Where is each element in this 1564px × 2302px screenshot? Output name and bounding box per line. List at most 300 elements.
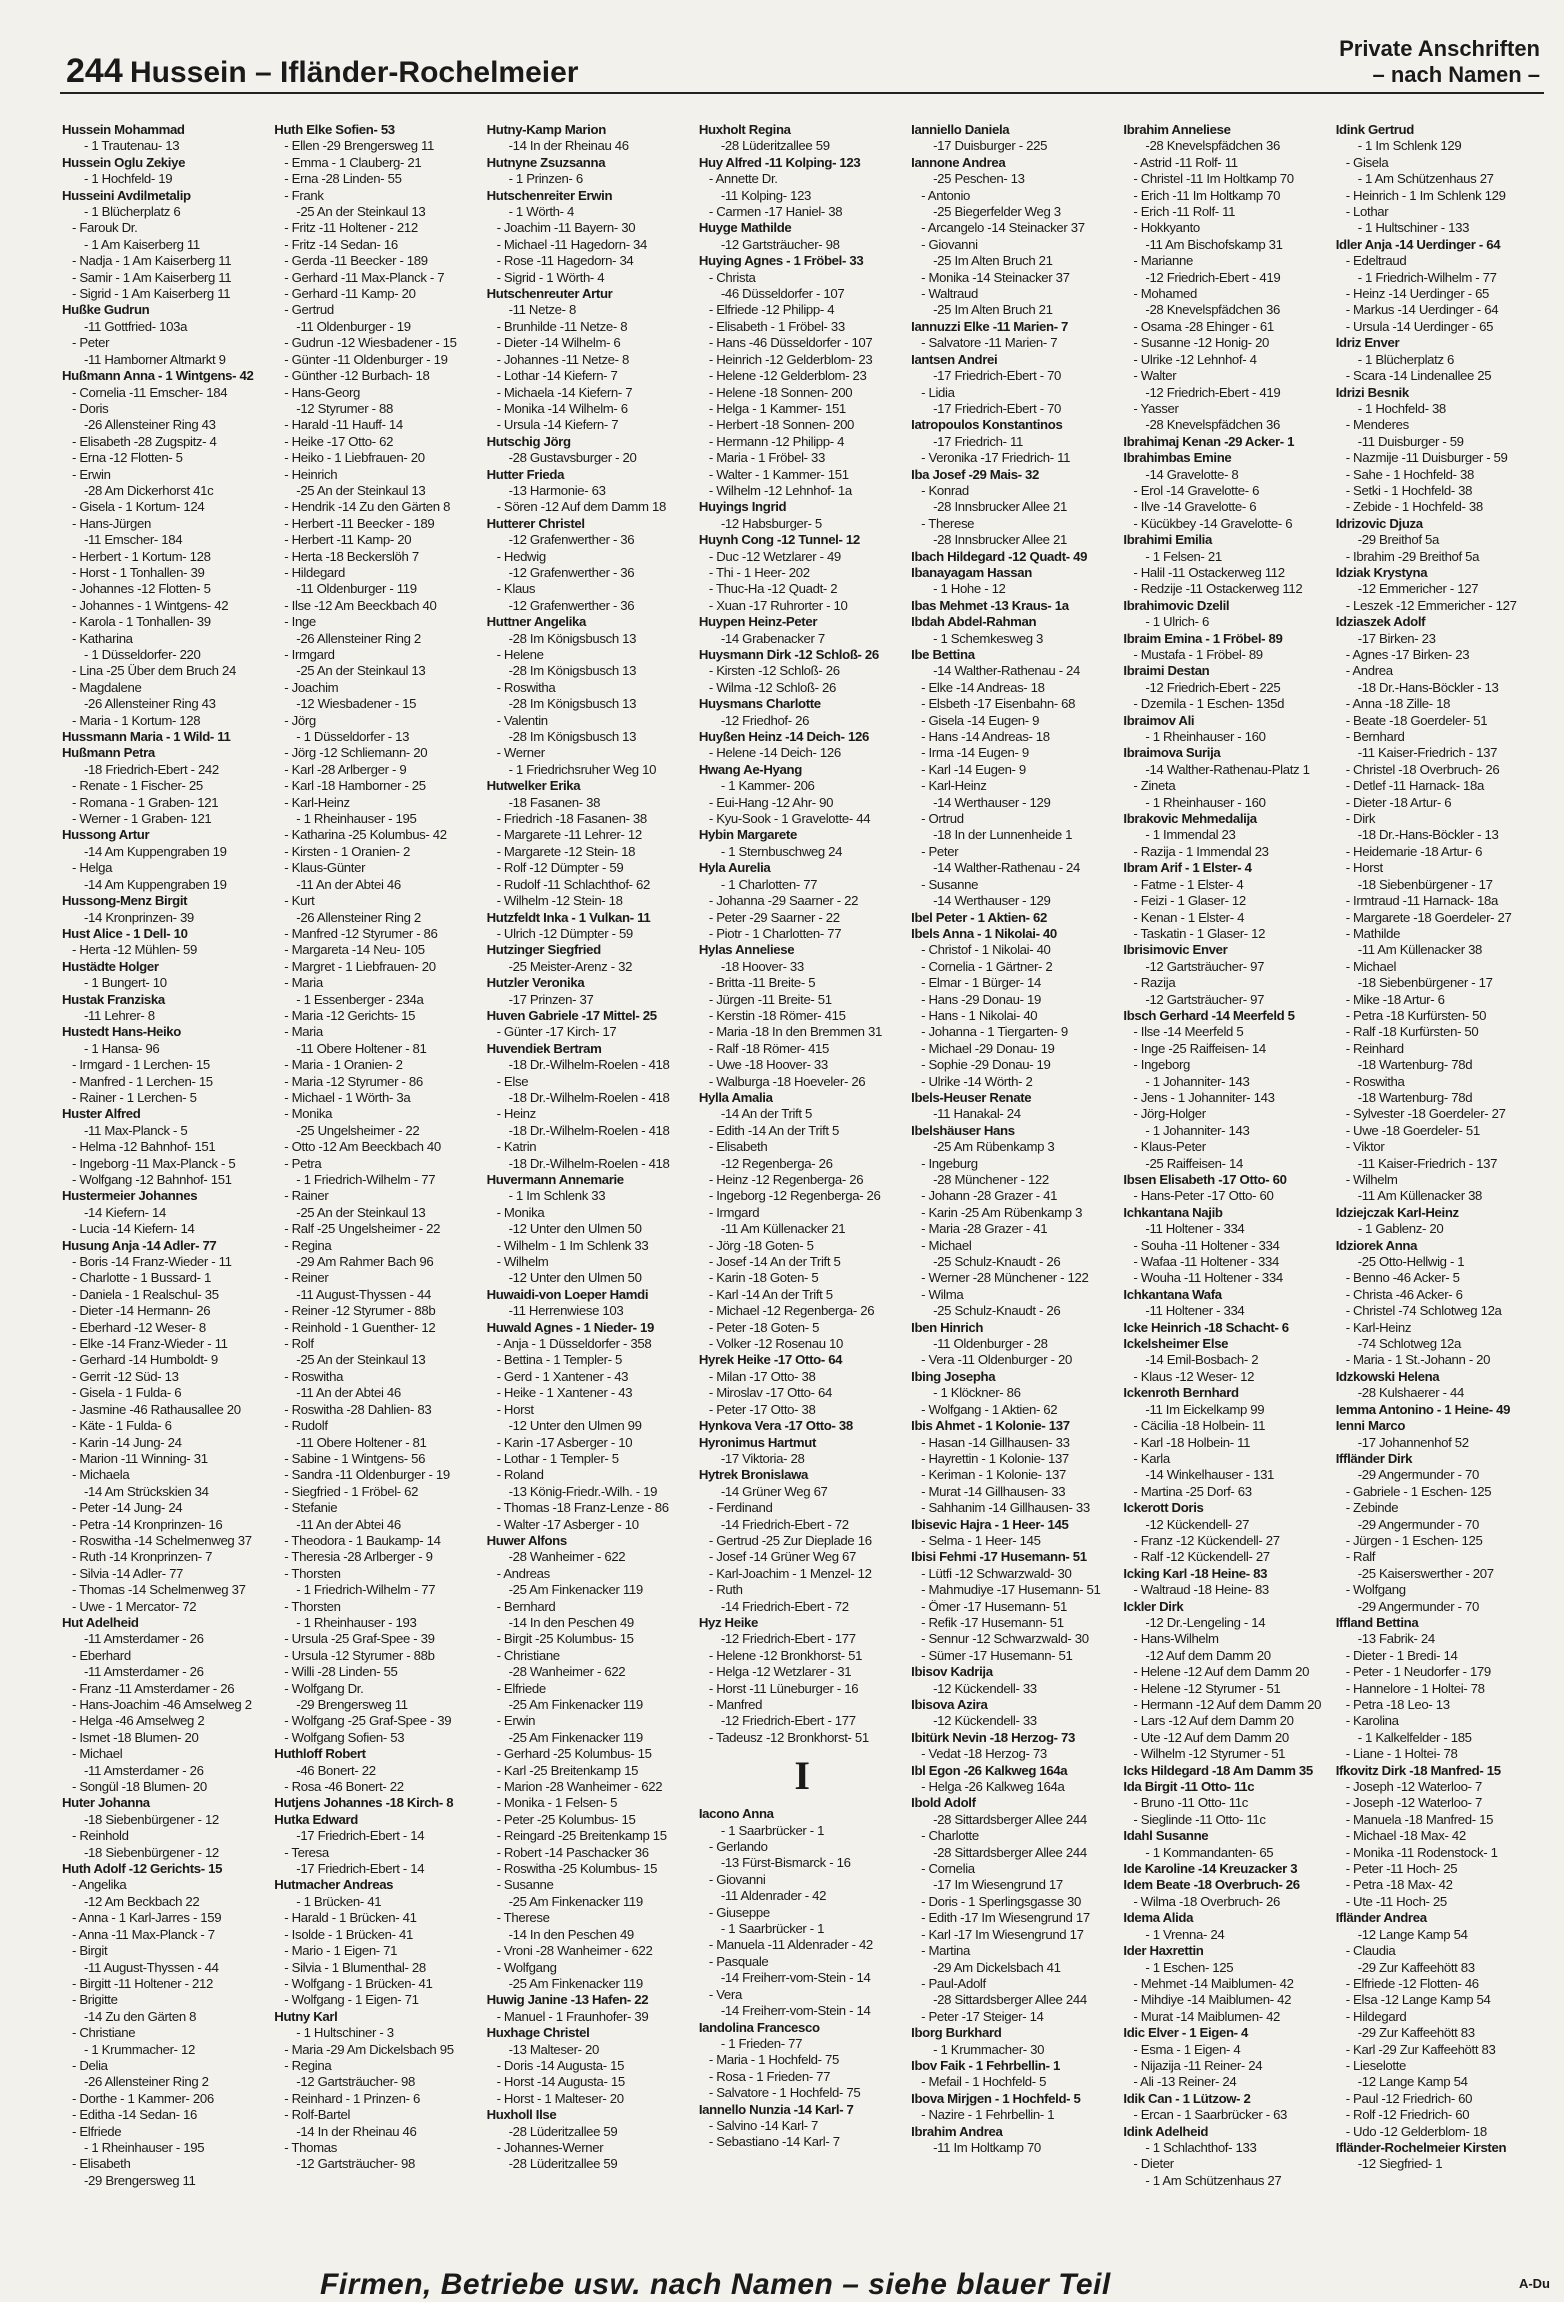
directory-entry: - Helene -12 Gelderblom- 23: [708, 368, 867, 384]
directory-entry: - Wouha -11 Holtener - 334: [1133, 1270, 1283, 1286]
directory-surname-entry: Ibanayagam Hassan: [911, 564, 1032, 580]
directory-entry: - Mathilde: [1345, 925, 1401, 941]
directory-entry: - Kirsten - 1 Oranien- 2: [284, 843, 411, 859]
directory-entry: - Petra -14 Kronprinzen- 16: [72, 1516, 223, 1532]
directory-address: -25 Kaiserswerther - 207: [1357, 1565, 1494, 1581]
directory-entry: - Marion -11 Winning- 31: [72, 1450, 208, 1466]
directory-entry: - Nadja - 1 Am Kaiserberg 11: [72, 253, 232, 269]
directory-entry: - Lütfi -12 Schwarzwald- 30: [921, 1565, 1072, 1581]
directory-surname-entry: Iacono Anna: [698, 1806, 774, 1822]
directory-entry: - Valentin: [496, 712, 548, 728]
directory-entry: - Mike -18 Artur- 6: [1345, 991, 1445, 1007]
directory-address: - 1 Düsseldorfer- 220: [84, 647, 201, 662]
directory-entry: - Maria -29 Am Dickelsbach 95: [284, 2041, 454, 2057]
directory-surname-entry: Huster Alfred: [62, 1106, 141, 1122]
directory-entry: - Theresia -28 Arlberger - 9: [284, 1549, 433, 1565]
directory-address: -14 Walther-Rathenau - 24: [933, 663, 1081, 679]
directory-entry: - Salvatore -11 Marien- 7: [921, 335, 1058, 351]
directory-address: -29 Angermunder - 70: [1357, 1598, 1479, 1614]
directory-address: -25 Am Finkenacker 119: [508, 1729, 643, 1745]
directory-entry: - Herbert -11 Beecker - 189: [284, 515, 435, 531]
directory-entry: - Dorthe - 1 Kammer- 206: [72, 2090, 214, 2106]
directory-address: - 1 Wörth- 4: [508, 204, 574, 220]
page-header: [0, 0, 1564, 92]
directory-entry: - Lieselotte: [1345, 2057, 1406, 2073]
directory-address: - 1 Rheinhauser - 195: [84, 2139, 205, 2155]
directory-entry: - Birgit -25 Kolumbus- 15: [496, 1631, 634, 1647]
directory-entry: - Ralf -18 Römer- 415: [708, 1040, 830, 1056]
directory-address: -18 Wartenburg- 78d: [1357, 1057, 1473, 1073]
directory-entry: - Ursula -14 Kiefern- 7: [496, 417, 619, 433]
directory-entry: - Hans - 1 Nikolai- 40: [921, 1007, 1038, 1023]
directory-surname-entry: Huthloff Robert: [274, 1746, 366, 1762]
directory-entry: - Elmar - 1 Bürger- 14: [921, 975, 1041, 991]
directory-entry: - Sieglinde -11 Otto- 11c: [1133, 1811, 1266, 1827]
directory-surname-entry: Ibel Peter - 1 Aktien- 62: [911, 909, 1047, 925]
directory-address: -11 Obere Holtener - 81: [296, 1040, 427, 1056]
directory-entry: - Herbert -11 Kamp- 20: [284, 532, 412, 548]
directory-entry: - Manuela -11 Aldenrader - 42: [708, 1937, 873, 1953]
directory-entry: - Setki - 1 Hochfeld- 38: [1345, 482, 1473, 498]
directory-address: -11 Holtener - 334: [1145, 1303, 1245, 1319]
directory-surname-entry: Hutka Edward: [274, 1811, 359, 1827]
directory-surname-entry: Idziejczak Karl-Heinz: [1335, 1204, 1459, 1220]
directory-entry: - Michael: [921, 1237, 972, 1253]
directory-entry: - Margarete -12 Stein- 18: [496, 843, 636, 859]
directory-entry: - Margret - 1 Liebfrauen- 20: [284, 958, 436, 974]
directory-entry: - Leszek -12 Emmericher - 127: [1345, 597, 1517, 613]
directory-address: -28 Lüderitzallee 59: [508, 2123, 618, 2139]
directory-entry: - Rolf: [284, 1336, 314, 1352]
directory-surname-entry: Ibisevic Hajra - 1 Heer- 145: [911, 1516, 1069, 1532]
directory-surname-entry: Idik Can - 1 Lützow- 2: [1123, 2090, 1251, 2106]
directory-address: -26 Allensteiner Ring 43: [84, 417, 216, 433]
directory-entry: - Ralf -25 Ungelsheimer - 22: [284, 1221, 441, 1237]
directory-entry: - Karin -18 Goten- 5: [708, 1270, 819, 1286]
directory-entry: - Maria: [284, 975, 323, 991]
directory-entry: - Roswitha: [1345, 1073, 1405, 1089]
directory-entry: - Mihdiye -14 Maiblumen- 42: [1133, 1992, 1292, 2008]
directory-entry: - Beate -18 Goerdeler- 51: [1345, 712, 1488, 728]
directory-address: -18 Siebenbürgener - 17: [1357, 876, 1493, 892]
directory-entry: - Klaus: [496, 581, 536, 597]
directory-entry: - Feizi - 1 Glaser- 12: [1133, 893, 1246, 909]
directory-entry: - Volker -12 Rosenau 10: [708, 1336, 844, 1352]
directory-surname-entry: Huven Gabriele -17 Mittel- 25: [486, 1007, 657, 1023]
directory-entry: - Benno -46 Acker- 5: [1345, 1270, 1460, 1286]
directory-entry: - Fritz -14 Sedan- 16: [284, 236, 398, 252]
directory-entry: - Ismet -18 Blumen- 20: [72, 1729, 199, 1745]
directory-address: -11 Kaiser-Friedrich - 137: [1357, 745, 1498, 761]
directory-entry: - Lars -12 Auf dem Damm 20: [1133, 1713, 1294, 1729]
directory-entry: - Udo -12 Gelderblom- 18: [1345, 2123, 1487, 2139]
directory-address: -11 Gottfried- 103a: [84, 318, 188, 334]
directory-entry: - Wilma: [921, 1286, 964, 1302]
directory-entry: - Katrin: [496, 1139, 537, 1155]
directory-address: -14 Friedrich-Ebert - 72: [720, 1598, 849, 1614]
directory-entry: - Brigitte: [72, 1992, 118, 2008]
directory-surname-entry: Hutschig Jörg: [486, 433, 571, 449]
directory-surname-entry: Ickler Dirk: [1123, 1598, 1184, 1614]
directory-entry: - Ute -11 Hoch- 25: [1345, 1893, 1447, 1909]
directory-surname-entry: Ibrahimbas Emine: [1123, 450, 1232, 466]
directory-entry: - Lothar - 1 Templer- 5: [496, 1450, 619, 1466]
directory-address: -26 Allensteiner Ring 2: [296, 909, 421, 925]
directory-column-4: [699, 122, 905, 2262]
directory-entry: - Helga -12 Wetzlarer - 31: [708, 1664, 852, 1680]
directory-surname-entry: Huysmann Dirk -12 Schloß- 26: [698, 647, 879, 662]
directory-address: - 1 Am Schützenhaus 27: [1145, 2172, 1282, 2188]
directory-address: -12 Lange Kamp 54: [1357, 1926, 1468, 1942]
directory-entry: - Boris -14 Franz-Wieder - 11: [72, 1254, 232, 1270]
directory-surname-entry: Iffländer Dirk: [1335, 1450, 1413, 1466]
directory-entry: - Astrid -11 Rolf- 11: [1133, 154, 1238, 170]
directory-entry: - Selma - 1 Heer- 145: [921, 1532, 1041, 1548]
section-letter: I: [794, 1753, 810, 1799]
directory-surname-entry: Icking Karl -18 Heine- 83: [1123, 1565, 1268, 1581]
directory-entry: - Josef -14 An der Trift 5: [708, 1254, 841, 1270]
directory-entry: - Herta -12 Mühlen- 59: [72, 942, 197, 958]
directory-surname-entry: Hutschenreuter Artur: [486, 286, 613, 302]
directory-entry: - Rudolf -11 Schlachthof- 62: [496, 876, 650, 892]
directory-address: -29 Brengersweg 11: [296, 1697, 408, 1712]
directory-entry: - Ercan - 1 Saarbrücker - 63: [1133, 2107, 1288, 2123]
directory-entry: - Thuc-Ha -12 Quadt- 2: [708, 581, 838, 597]
directory-entry: - Gerlando: [708, 1839, 768, 1855]
directory-entry: - Erol -14 Gravelotte- 6: [1133, 482, 1260, 498]
directory-entry: - Lina -25 Über dem Bruch 24: [72, 663, 236, 679]
directory-entry: - Otto -12 Am Beeckbach 40: [284, 1139, 441, 1155]
directory-entry: - Martina: [921, 1943, 971, 1959]
directory-entry: - Elsbeth -17 Eisenbahn- 68: [921, 696, 1076, 712]
directory-entry: - Pasquale: [708, 1953, 769, 1969]
directory-entry: - Elsa -12 Lange Kamp 54: [1345, 1992, 1491, 2008]
directory-entry: - Gerhard -11 Kamp- 20: [284, 286, 416, 302]
directory-entry: - Johannes -11 Netze- 8: [496, 351, 630, 367]
directory-entry: - Vera: [708, 1986, 742, 2002]
directory-address: -25 Schulz-Knaudt - 26: [933, 1303, 1061, 1319]
directory-entry: - Christel -11 Im Holtkamp 70: [1133, 171, 1294, 187]
directory-entry: - Charlotte - 1 Bussard- 1: [72, 1270, 211, 1286]
directory-surname-entry: Ibrahim Andrea: [911, 2123, 1003, 2139]
directory-address: -18 Siebenbürgener - 12: [84, 1811, 219, 1827]
directory-entry: - Razija: [1133, 975, 1176, 991]
directory-address: -12 Unter den Ulmen 99: [508, 1418, 642, 1434]
directory-address: - 1 Gablenz- 20: [1357, 1221, 1444, 1237]
directory-address: -11 An der Abtei 46: [296, 876, 401, 892]
directory-address: -12 Styrumer - 88: [296, 400, 393, 416]
directory-address: -14 Zu den Gärten 8: [84, 2008, 197, 2024]
directory-address: -12 Friedrich-Ebert - 177: [720, 1713, 856, 1729]
directory-surname-entry: Ianniello Daniela: [911, 122, 1010, 137]
directory-entry: - Giovanni: [708, 1871, 766, 1887]
directory-entry: - Klaus-Günter: [284, 860, 366, 876]
directory-surname-entry: Ibels-Heuser Renate: [911, 1089, 1032, 1105]
directory-entry: - Josef -14 Grüner Weg 67: [708, 1549, 856, 1565]
directory-address: -14 Am Kuppengraben 19: [84, 843, 227, 859]
directory-address: - 1 Am Kaiserberg 11: [84, 236, 200, 252]
directory-entry: - Gisela - 1 Kortum- 124: [72, 499, 205, 515]
directory-entry: - Wolfgang - 1 Brücken- 41: [284, 1975, 433, 1991]
directory-entry: - Cornelia - 1 Gärtner- 2: [921, 958, 1053, 974]
directory-address: -12 Unter den Ulmen 50: [508, 1221, 642, 1237]
running-title: Hussein – Ifländer-Rochelmeier: [130, 56, 579, 89]
directory-column-7: [1336, 122, 1542, 2262]
directory-entry: - Erwin: [496, 1713, 536, 1729]
directory-surname-entry: Huwaidi-von Loeper Hamdi: [486, 1286, 649, 1302]
directory-address: -12 Wiesbadener - 15: [296, 696, 417, 712]
directory-address: -46 Düsseldorfer - 107: [720, 286, 845, 302]
directory-entry: - Hokkyanto: [1133, 220, 1200, 236]
directory-entry: - Irmgard: [708, 1204, 760, 1220]
directory-entry: - Manfred: [708, 1697, 763, 1712]
directory-entry: - Jens - 1 Johanniter- 143: [1133, 1089, 1275, 1105]
directory-entry: - Magdalene: [72, 679, 142, 695]
directory-entry: - Margareta -14 Neu- 105: [284, 942, 425, 958]
directory-address: -11 Am Küllenacker 21: [720, 1221, 846, 1237]
directory-entry: - Piotr - 1 Charlotten- 77: [708, 925, 842, 941]
directory-address: -28 Knevelspfädchen 36: [1145, 138, 1280, 154]
directory-entry: - Susanne: [921, 876, 979, 892]
directory-column-3: [487, 122, 693, 2262]
directory-entry: - Katharina -25 Kolumbus- 42: [284, 827, 447, 843]
directory-entry: - Reinhold - 1 Guenther- 12: [284, 1319, 436, 1335]
directory-entry: - Delia: [72, 2057, 108, 2073]
directory-address: - 1 Im Schlenk 33: [508, 1188, 606, 1204]
directory-entry: - Wolfgang - 1 Eigen- 71: [284, 1992, 419, 2008]
directory-entry: - Edith -17 Im Wiesengrund 17: [921, 1910, 1090, 1926]
directory-entry: - Helga -46 Amselweg 2: [72, 1713, 205, 1729]
directory-entry: - Karl -29 Zur Kaffeehött 83: [1345, 2041, 1496, 2057]
directory-entry: - Joseph -12 Waterloo- 7: [1345, 1779, 1482, 1795]
directory-address: -25 Raiffeisen- 14: [1145, 1155, 1243, 1171]
directory-entry: - Konrad: [921, 482, 969, 498]
directory-entry: - Uwe - 1 Mercator- 72: [72, 1598, 197, 1614]
directory-entry: - Katharina: [72, 630, 133, 646]
directory-address: -17 Birken- 23: [1357, 630, 1436, 646]
directory-address: -12 Gartsträucher- 97: [1145, 991, 1265, 1007]
directory-entry: - Friedrich -18 Fasanen- 38: [496, 811, 647, 827]
directory-entry: - Jörg: [284, 712, 316, 728]
directory-surname-entry: Ida Birgit -11 Otto- 11c: [1123, 1779, 1255, 1795]
directory-entry: - Zebide - 1 Hochfeld- 38: [1345, 499, 1483, 515]
directory-address: -12 Emmericher - 127: [1357, 581, 1479, 597]
directory-address: - 1 Kalkelfelder - 185: [1357, 1729, 1472, 1745]
directory-address: -14 In der Rheinau 46: [296, 2123, 417, 2139]
directory-surname-entry: Ibels Anna - 1 Nikolai- 40: [911, 925, 1057, 941]
directory-address: - 1 Klöckner- 86: [933, 1385, 1021, 1401]
directory-address: -18 In der Lunnenheide 1: [933, 827, 1073, 843]
directory-surname-entry: Hutschenreiter Erwin: [486, 187, 613, 203]
directory-entry: - Ilse -12 Am Beeckbach 40: [284, 597, 437, 613]
directory-entry: - Sahhanim -14 Gillhausen- 33: [921, 1500, 1090, 1516]
directory-address: -28 Innsbrucker Allee 21: [933, 499, 1067, 515]
directory-surname-entry: Idriz Enver: [1335, 335, 1400, 351]
directory-address: -12 Dr.-Lengeling - 14: [1145, 1614, 1266, 1630]
directory-entry: - Christel -18 Overbruch- 26: [1345, 761, 1500, 777]
directory-surname-entry: Ibov Faik - 1 Fehrbellin- 1: [911, 2057, 1060, 2073]
directory-address: -12 Friedhof- 26: [720, 712, 810, 728]
directory-entry: - Regina: [284, 1237, 332, 1253]
directory-address: - 1 Essenberger - 234a: [296, 991, 424, 1007]
directory-surname-entry: Ibsch Gerhard -14 Meerfeld 5: [1123, 1007, 1295, 1023]
directory-surname-entry: Ifländer-Rochelmeier Kirsten: [1335, 2139, 1507, 2155]
directory-entry: - Karl -18 Hamborner - 25: [284, 778, 426, 794]
directory-entry: - Karl -14 Eugen- 9: [921, 761, 1026, 777]
directory-address: -14 Friedrich-Ebert - 72: [720, 1516, 849, 1532]
directory-address: -28 Innsbrucker Allee 21: [933, 532, 1067, 548]
directory-entry: - Jasmine -46 Rathausallee 20: [72, 1401, 241, 1417]
directory-surname-entry: Ibrisimovic Enver: [1123, 942, 1228, 958]
directory-entry: - Wolfgang Sofien- 53: [284, 1729, 405, 1745]
directory-surname-entry: Hutzler Veronika: [486, 975, 585, 991]
directory-entry: - Christa -46 Acker- 6: [1345, 1286, 1463, 1302]
directory-entry: - Edeltraud: [1345, 253, 1407, 269]
directory-address: -18 Hoover- 33: [720, 958, 804, 974]
directory-entry: - Werner: [496, 745, 545, 761]
directory-entry: - Salvino -14 Karl- 7: [708, 2117, 819, 2133]
directory-entry: - Horst: [1345, 860, 1383, 876]
directory-entry: - Xuan -17 Ruhrorter - 10: [708, 597, 848, 613]
directory-column-6: [1123, 122, 1329, 2262]
directory-surname-entry: Husung Anja -14 Adler- 77: [62, 1237, 217, 1253]
directory-entry: - Elfriede -12 Flotten- 46: [1345, 1975, 1479, 1991]
directory-surname-entry: Huynh Cong -12 Tunnel- 12: [698, 532, 860, 548]
directory-address: -17 Friedrich-Ebert - 14: [296, 1828, 425, 1844]
directory-entry: - Sylvester -18 Goerdeler- 27: [1345, 1106, 1506, 1122]
directory-entry: - Claudia: [1345, 1943, 1396, 1959]
directory-address: -25 An der Steinkaul 13: [296, 1204, 426, 1220]
directory-surname-entry: Hyrek Heike -17 Otto- 64: [698, 1352, 843, 1368]
directory-entry: - Lothar -14 Kiefern- 7: [496, 368, 618, 384]
directory-entry: - Helga: [72, 860, 113, 876]
directory-entry: - Helene -12 Styrumer - 51: [1133, 1680, 1281, 1696]
directory-address: -28 Münchener - 122: [933, 1172, 1049, 1187]
directory-entry: - Silvia -14 Adler- 77: [72, 1565, 184, 1581]
directory-surname-entry: Idziaszek Adolf: [1335, 614, 1426, 630]
directory-address: -18 Siebenbürgener - 17: [1357, 975, 1493, 991]
directory-entry: - Ute -12 Auf dem Damm 20: [1133, 1729, 1289, 1745]
directory-surname-entry: Huyge Mathilde: [698, 220, 792, 236]
directory-entry: - Maria - 1 St.-Johann - 20: [1345, 1352, 1491, 1368]
directory-entry: - Johann -28 Grazer - 41: [921, 1188, 1058, 1204]
directory-address: -14 In den Peschen 49: [508, 1614, 634, 1630]
directory-entry: - Anna -11 Max-Planck - 7: [72, 1926, 215, 1942]
directory-entry: - Wilhelm -12 Styrumer - 51: [1133, 1746, 1286, 1762]
directory-entry: - Joseph -12 Waterloo- 7: [1345, 1795, 1482, 1811]
directory-surname-entry: Ibisova Azira: [911, 1697, 988, 1712]
directory-entry: - Reingard -25 Breitenkamp 15: [496, 1828, 667, 1844]
directory-surname-entry: Ibova Mirjgen - 1 Hochfeld- 5: [911, 2090, 1081, 2106]
directory-address: -14 An der Trift 5: [720, 1106, 813, 1122]
directory-surname-entry: Huxhage Christel: [486, 2025, 590, 2041]
directory-entry: - Reinhold: [72, 1828, 129, 1844]
directory-entry: - Sophie -29 Donau- 19: [921, 1057, 1051, 1073]
directory-entry: - Fatme - 1 Elster- 4: [1133, 876, 1244, 892]
directory-entry: - Peter: [72, 335, 110, 351]
directory-surname-entry: Ibdah Abdel-Rahman: [911, 614, 1037, 630]
directory-address: -18 Fasanen- 38: [508, 794, 601, 810]
directory-entry: - Salvatore - 1 Hochfeld- 75: [708, 2085, 861, 2101]
directory-address: - 1 Johanniter- 143: [1145, 1073, 1250, 1089]
directory-address: -11 August-Thyssen - 44: [296, 1286, 431, 1302]
directory-address: -12 Gartsträucher- 98: [296, 2156, 415, 2172]
directory-entry: - Bernhard: [1345, 729, 1405, 745]
directory-entry: - Ingeborg -12 Regenberga- 26: [708, 1188, 881, 1204]
directory-surname-entry: Huyßen Heinz -14 Deich- 126: [698, 729, 869, 745]
directory-address: - 1 Hansa- 96: [84, 1040, 160, 1056]
directory-address: -14 Am Kuppengraben 19: [84, 876, 227, 892]
directory-entry: - Rose -11 Hagedorn- 34: [496, 253, 634, 269]
directory-entry: - Wilma -12 Schloß- 26: [708, 679, 836, 695]
directory-address: - 1 Krummacher- 12: [84, 2041, 195, 2057]
directory-entry: - Cäcilia -18 Holbein- 11: [1133, 1418, 1266, 1434]
directory-entry: - Helene: [496, 647, 544, 662]
directory-address: -11 Am Bischofskamp 31: [1145, 236, 1283, 252]
directory-entry: - Karla: [1133, 1450, 1170, 1466]
directory-entry: - Dieter -14 Hermann- 26: [72, 1303, 211, 1319]
directory-surname-entry: Hybin Margarete: [698, 827, 797, 843]
directory-entry: - Michael: [1345, 958, 1397, 974]
directory-entry: - Monika -14 Wilhelm- 6: [496, 400, 628, 416]
directory-entry: - Anna -18 Zille- 18: [1345, 696, 1451, 712]
directory-entry: - Regina: [284, 2057, 332, 2073]
directory-address: -25 Am Finkenacker 119: [508, 1893, 643, 1909]
directory-entry: - Heike -17 Otto- 62: [284, 433, 394, 449]
directory-entry: - Fritz -11 Holtener - 212: [284, 220, 418, 236]
directory-entry: - Dieter: [1133, 2156, 1174, 2172]
directory-entry: - Charlotte: [921, 1828, 979, 1844]
directory-address: - 1 Frieden- 77: [720, 2035, 803, 2051]
directory-entry: - Erich -11 Rolf- 11: [1133, 204, 1236, 220]
directory-address: - 1 Schlachthof- 133: [1145, 2139, 1257, 2155]
header-rule: [60, 92, 1544, 94]
directory-entry: - Helga -26 Kalkweg 164a: [921, 1779, 1065, 1795]
directory-address: -11 Am Küllenacker 38: [1357, 942, 1483, 958]
directory-entry: - Murat -14 Gillhausen- 33: [921, 1483, 1066, 1499]
directory-entry: - Rosa - 1 Frieden- 77: [708, 2068, 831, 2084]
directory-entry: - Samir - 1 Am Kaiserberg 11: [72, 269, 232, 285]
directory-entry: - Johanna - 1 Tiergarten- 9: [921, 1024, 1068, 1040]
directory-column-1: [62, 122, 268, 2262]
directory-entry: - Paul-Adolf: [921, 1975, 986, 1991]
directory-address: -14 Walther-Rathenau-Platz 1: [1145, 761, 1310, 777]
directory-surname-entry: Iantsen Andrei: [911, 351, 998, 367]
directory-entry: - Karl -17 Im Wiesengrund 17: [921, 1926, 1084, 1942]
directory-entry: - Karl-Joachim - 1 Menzel- 12: [708, 1565, 872, 1581]
directory-entry: - Giuseppe: [708, 1904, 770, 1920]
directory-address: -29 Zur Kaffeehött 83: [1357, 1959, 1475, 1975]
directory-address: -11 Herrenwiese 103: [508, 1303, 624, 1319]
directory-entry: - Hermann -12 Philipp- 4: [708, 433, 845, 449]
directory-entry: - Erna -12 Flotten- 5: [72, 450, 183, 466]
directory-entry: - Wilhelm - 1 Im Schlenk 33: [496, 1237, 649, 1253]
directory-surname-entry: Idler Anja -14 Uerdinger - 64: [1335, 236, 1501, 252]
directory-surname-entry: Hut Adelheid: [62, 1614, 139, 1630]
directory-entry: - Roswitha -25 Kolumbus- 15: [496, 1861, 658, 1877]
directory-entry: - Markus -14 Uerdinger - 64: [1345, 302, 1499, 318]
directory-address: - 1 Friedrich-Wilhelm - 77: [1357, 269, 1497, 285]
directory-entry: - Heinz -14 Uerdinger - 65: [1345, 286, 1490, 302]
directory-address: - 1 Immendal 23: [1145, 827, 1236, 843]
directory-address: - 1 Rheinhauser - 195: [296, 811, 417, 827]
directory-entry: - Peter -11 Hoch- 25: [1345, 1861, 1458, 1877]
directory-entry: - Thorsten: [284, 1598, 341, 1614]
directory-entry: - Nazmije -11 Duisburger - 59: [1345, 450, 1508, 466]
directory-surname-entry: Iannuzzi Elke -11 Marien- 7: [911, 318, 1069, 334]
directory-address: -14 Gravelotte- 8: [1145, 466, 1239, 482]
directory-entry: - Giovanni: [921, 236, 978, 252]
